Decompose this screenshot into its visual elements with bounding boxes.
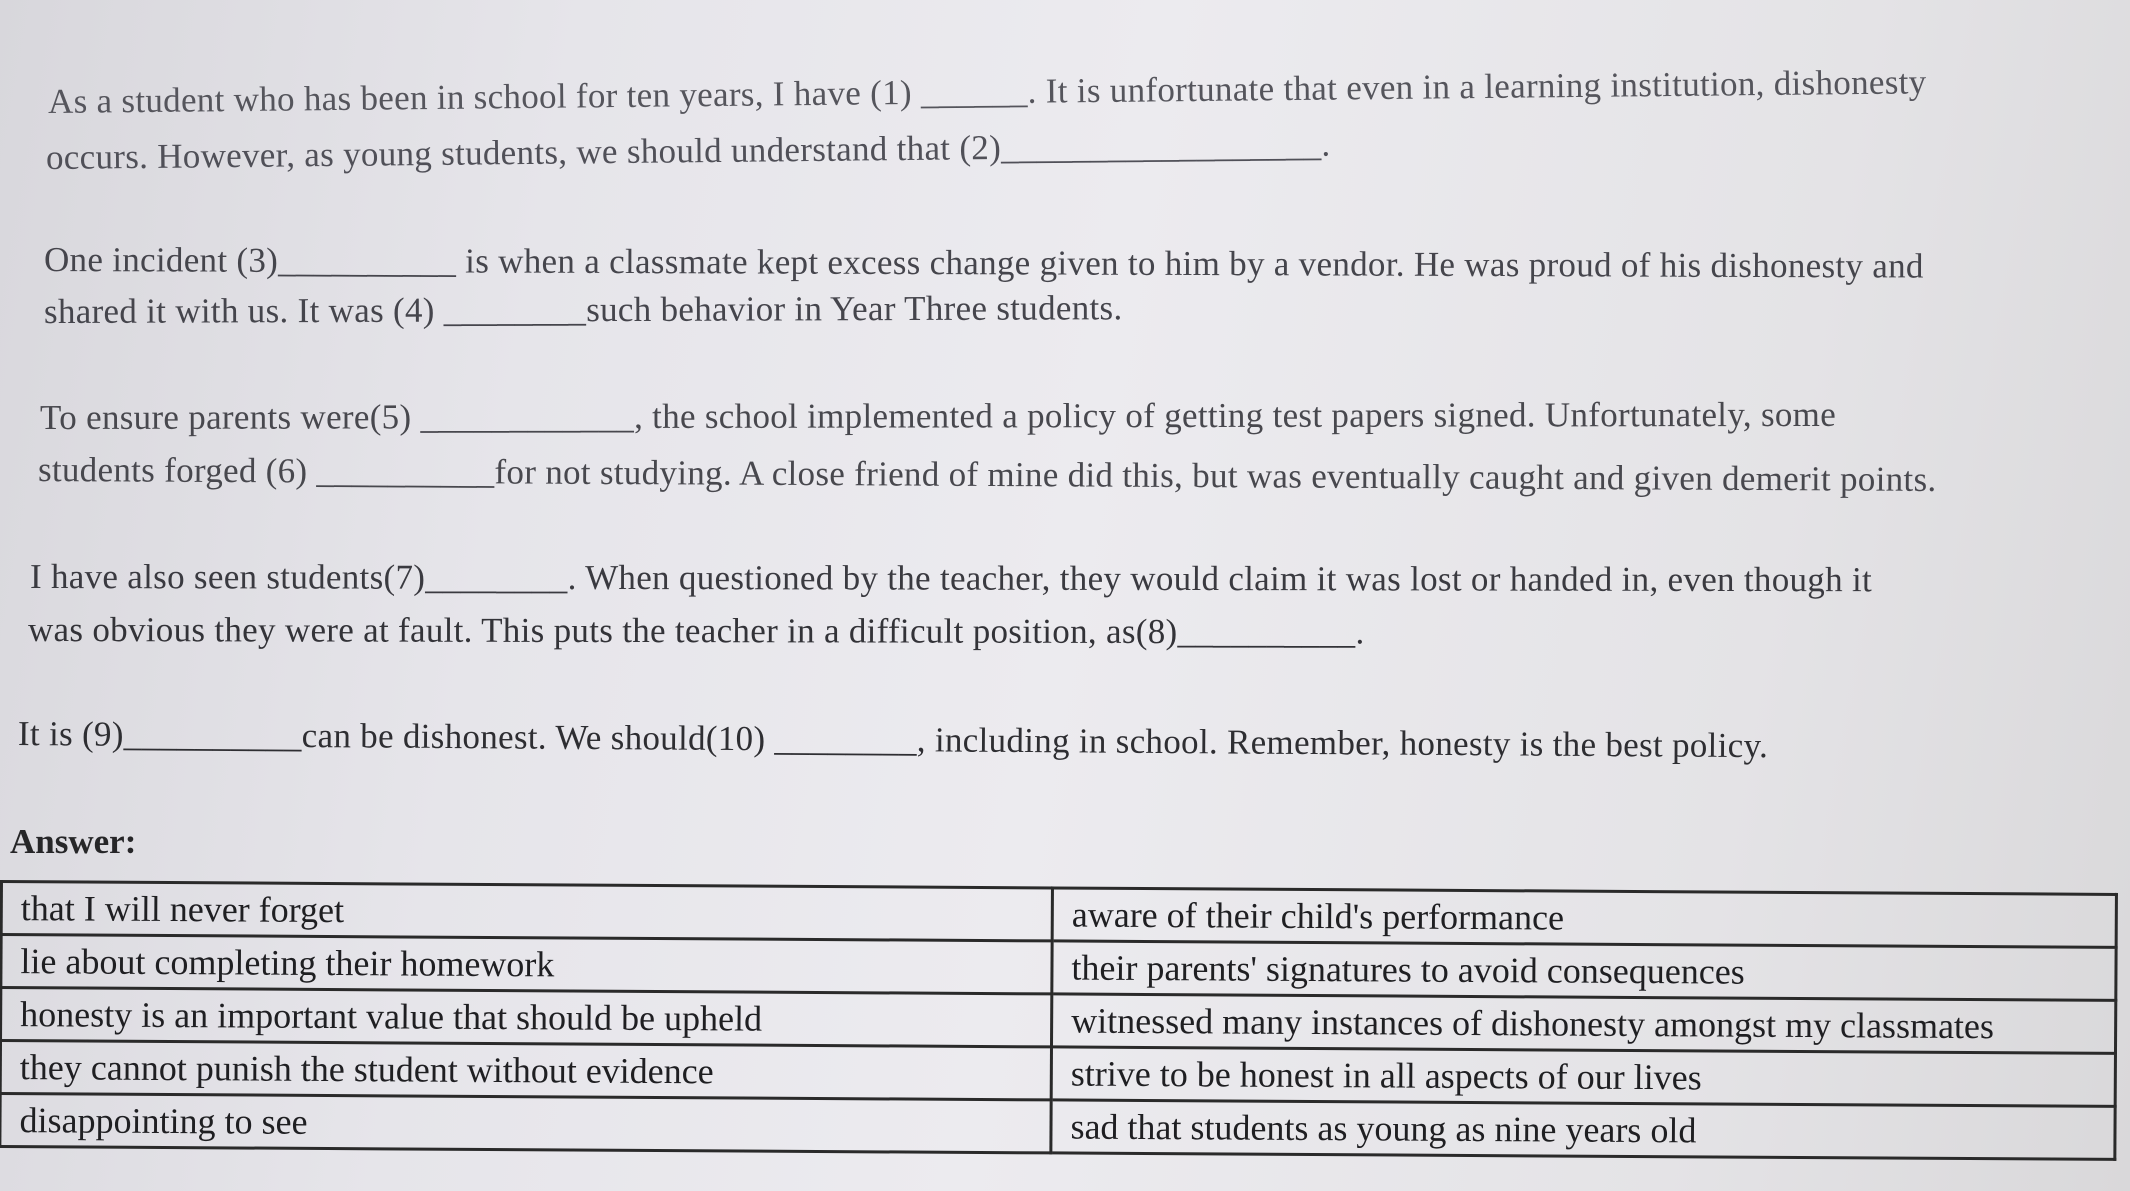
answer-cell: witnessed many instances of dishonesty amongst my classmates: [1051, 994, 2115, 1053]
answer-table: [0, 880, 2118, 1161]
answer-cell: strive to be honest in all aspects of our lives: [1051, 1047, 2115, 1106]
answer-cell: their parents' signatures to avoid consequences: [1052, 941, 2116, 1000]
answer-cell: honesty is an important value that should be upheld: [1, 988, 1052, 1047]
passage-line: students forged (6) __________for not studying. A close friend of mine did this, but was eventually caught and given demerit points.: [37, 450, 1937, 499]
passage-line: occurs. However, as young students, we should understand that (2)__________________.: [45, 124, 1331, 177]
answer-cell: they cannot punish the student without evidence: [0, 1041, 1051, 1100]
answer-cell: sad that students as young as nine years old: [1051, 1100, 2115, 1159]
answer-cell: lie about completing their homework: [1, 935, 1052, 994]
passage-line: shared it with us. It was (4) ________such behavior in Year Three students.: [43, 288, 1123, 331]
passage-line: I have also seen students(7)________. When questioned by the teacher, they would claim it was lost or handed in, even though it: [29, 557, 1873, 600]
answer-label: Answer:: [10, 822, 137, 861]
answer-cell: disappointing to see: [0, 1094, 1051, 1153]
passage-line: One incident (3)__________ is when a classmate kept excess change given to him by a vendor. He was proud of his dishonesty and: [43, 240, 1924, 286]
passage-line: was obvious they were at fault. This puts the teacher in a difficult position, as(8)__________.: [27, 610, 1365, 652]
answer-cell: aware of their child's performance: [1052, 888, 2116, 947]
passage-line: It is (9)__________can be dishonest. We should(10) ________, including in school. Remember, honesty is the best policy.: [17, 714, 1769, 766]
passage-line: As a student who has been in school for ten years, I have (1) ______. It is unfortunate that even in a learning institution, dishonesty: [47, 62, 1927, 121]
answer-cell: that I will never forget: [1, 882, 1052, 941]
passage-line: To ensure parents were(5) ____________, the school implemented a policy of getting test papers signed. Unfortunately, some: [39, 394, 1837, 437]
